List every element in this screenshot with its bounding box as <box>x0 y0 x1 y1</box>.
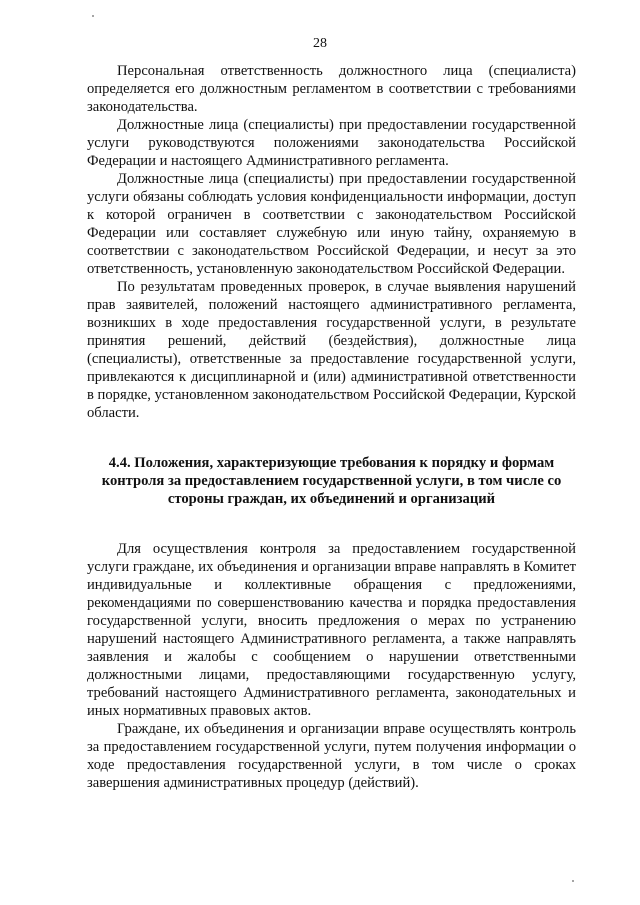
paragraph-inspection-results: По результатам проведенных проверок, в случае выявления нарушений прав заявителей, положений настоящего административного регламента, возникших в ходе предоставления государственной услуги, в результате принятия решений, действий (бездействия), должностные лица (специалисты), ответственные за предоставление государственной услуги, привлекаются к дисциплинарной и (или) административной ответственности в порядке, установленном законодательством Российской Федерации, Курской области. <box>87 279 576 421</box>
scan-speck <box>572 880 574 882</box>
paragraph-citizen-control: Для осуществления контроля за предоставлением государственной услуги граждане, их объединения и организации вправе направлять в Комитет индивидуальные и коллективные обращения с предложениями, рекомендациями по совершенствованию качества и порядка предоставления государственной услуги, вносить предложения о мерах по устранению нарушений настоящего Административного регламента, а также направлять заявления и жалобы с сообщением о нарушении ответственными должностными лицами, предоставляющими государственную услугу, требований настоящего Административного регламента, законодательных и иных нормативных правовых актов. <box>87 541 576 719</box>
page-number: 28 <box>313 36 327 51</box>
paragraph-guided-by-law: Должностные лица (специалисты) при предоставлении государственной услуги руководствуются положениями законодательства Российской Федерации и настоящего Административного регламента. <box>87 117 576 169</box>
paragraph-personal-responsibility: Персональная ответственность должностного лица (специалиста) определяется его должностным регламентом в соответствии с требованиями законодательства. <box>87 63 576 115</box>
page-content <box>87 62 576 792</box>
paragraph-citizen-information: Граждане, их объединения и организации вправе осуществлять контроль за предоставлением государственной услуги, путем получения информации о ходе предоставления государственной услуги, в том числе о сроках завершения административных процедур (действий). <box>87 721 576 791</box>
paragraph-confidentiality: Должностные лица (специалисты) при предоставлении государственной услуги обязаны соблюдать условия конфиденциальности информации, доступ к которой ограничен в соответствии с законодательством Российской Федерации или составляет служебную или иную тайну, охраняемую в соответствии с законодательством Российской Федерации, и несут за это ответственность, установленную законодательством Российской Федерации. <box>87 171 576 277</box>
scan-speck <box>92 15 94 17</box>
section-heading: 4.4. Положения, характеризующие требования к порядку и формам контроля за предоставлением государственной услуги, в том числе со стороны граждан, их объединений и организаций <box>101 455 562 507</box>
